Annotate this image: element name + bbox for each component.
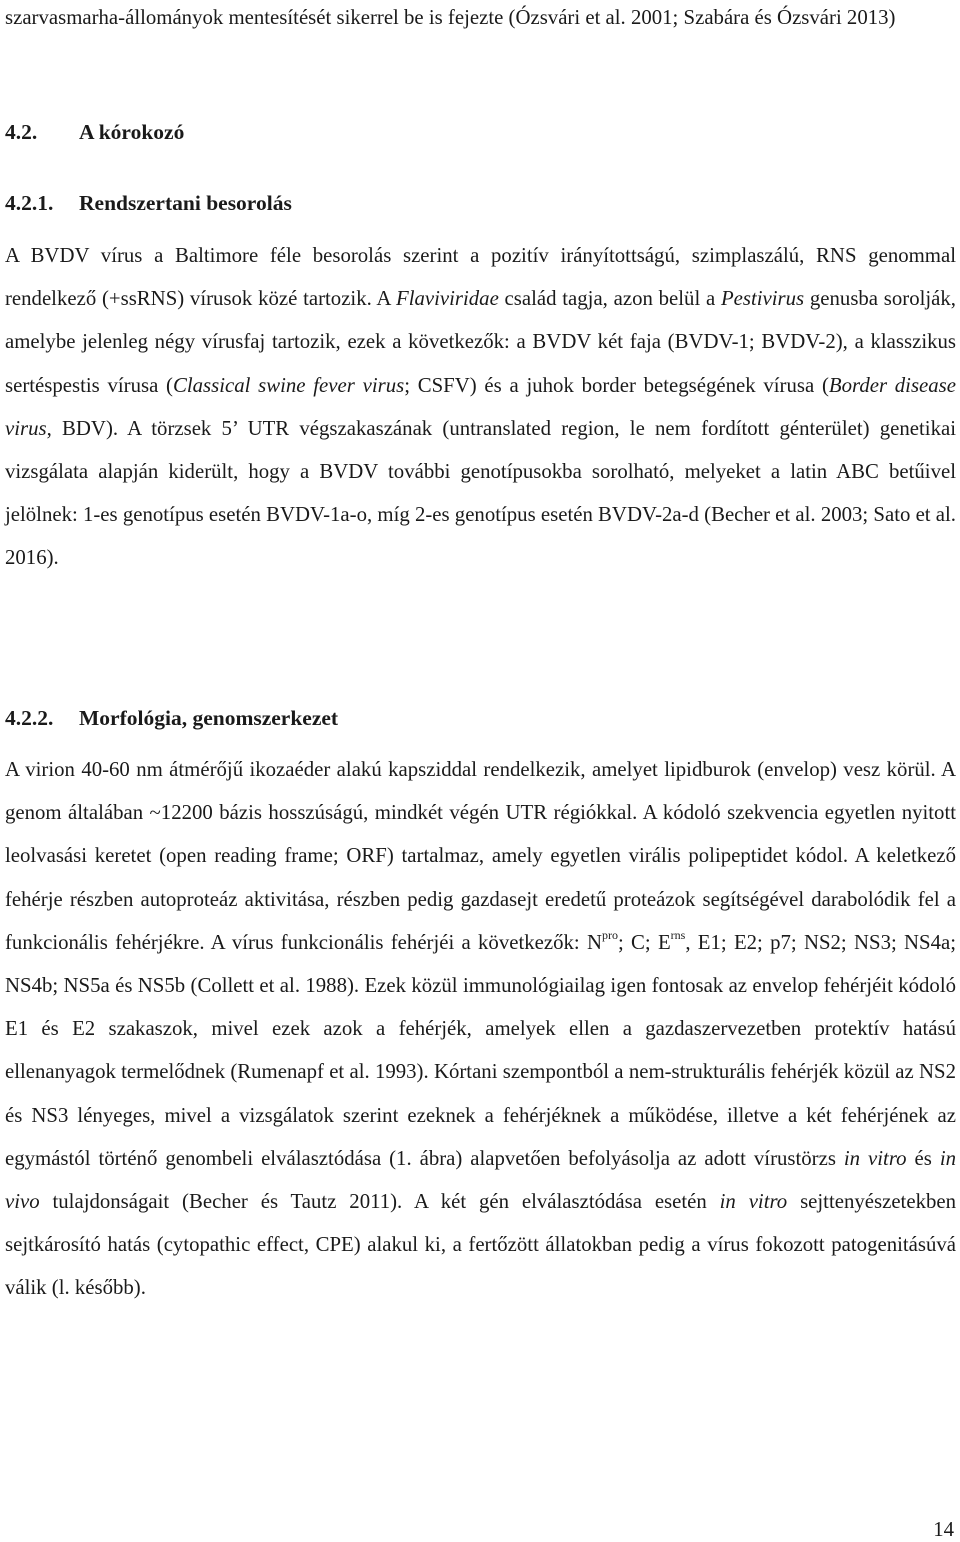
paragraph-taxonomy [5, 234, 956, 580]
italic-term: in vivo [5, 1146, 956, 1214]
intro-text: szarvasmarha-állományok mentesítését sikerrel be is fejezte (Ózsvári et al. 2001; Szabára és Ózsvári 2013) [5, 6, 896, 29]
paragraph-morphology [5, 748, 956, 1310]
text-run: , BDV). A törzsek 5’ UTR végszakaszának (untranslated region, le nem fordított génterület) genetikai vizsgálata alapján kiderült, hogy a BVDV további genotípusokba sorolható, melyeket a latin ABC betűivel jelölnek: 1-es genotípus esetén BVDV-1a-o, míg 2-es genotípus esetén BVDV-2a-d (Becher et al. 2003; Sato et al. 2016). [5, 416, 956, 570]
italic-term: in vitro [719, 1190, 788, 1214]
subsection-title-2: Morfológia, genomszerkezet [79, 706, 339, 730]
section-heading [5, 117, 184, 147]
text-run: A virion 40-60 nm átmérőjű ikozaéder alakú kapsziddal rendelkezik, amelyet lipidburok (envelop) vesz körül. A genom általában ~12200 bázis hosszúságú, mindkét végén UTR régiókkal. A kódoló szekvencia egyetlen nyitott leolvasási keretet (open reading frame; ORF) tartalmaz, amely egyetlen virális polipeptidet kódol. A keletkező fehérje részben autoproteáz aktivitása, részben pedig gazdasejt eredetű proteázok segítségével darabolódik fel a funkcionális fehérjékre. A vírus funkcionális fehérjéi a következők: N [5, 758, 956, 954]
section-number: 4.2. [5, 120, 38, 144]
text-run: sejttenyészetekben sejtkárosító hatás (cytopathic effect, CPE) alakul ki, a fertőzött állatokban pedig a vírus fokozott patogenitásúvá válik (l. később). [5, 1190, 956, 1300]
subsection-heading-1 [5, 188, 292, 218]
italic-term: Pestivirus [720, 287, 805, 311]
italic-term: Border disease virus [5, 373, 957, 440]
text-run: ; CSFV) és a juhok border betegségének vírusa ( [404, 373, 829, 397]
superscript: rns [670, 927, 686, 942]
italic-term: Classical swine fever virus [172, 373, 405, 397]
subsection-number-2: 4.2.2. [5, 706, 54, 730]
italic-term: in vitro [843, 1146, 907, 1170]
text-run: ; C; E [617, 930, 671, 954]
text-run: tulajdonságait (Becher és Tautz 2011). A két gén elválasztódása esetén [39, 1190, 720, 1214]
text-run: A BVDV vírus a Baltimore féle besorolás szerint a pozitív irányítottságú, szimplaszálú, RNS genommal rendelkező (+ssRNS) vírusok közé tartozik. A [5, 244, 956, 311]
text-run: , E1; E2; p7; NS2; NS3; NS4a; NS4b; NS5a és NS5b (Collett et al. 1988). Ezek közül immunológiailag igen fontosak az envelop fehérjéit kódoló E1 és E2 szakaszok, mivel ezek azok a fehérjék, amelyek ellen a gazdaszervezetben protektív hatású ellenanyagok termelődnek (Rumenapf et al. 1993). Kórtani szempontból a nem-strukturális fehérjék közül az NS2 és NS3 lényeges, mivel a vizsgálatok szerint ezeknek a fehérjéknek a működése, illetve a két fehérjének az egymástól történő genombeli elválasztódása (1. ábra) alapvetően befolyásolja az adott vírustörzs [5, 930, 957, 1170]
section-title: A kórokozó [79, 120, 185, 144]
subsection-number-1: 4.2.1. [5, 191, 54, 215]
page-number: 14 [933, 1518, 954, 1541]
superscript: pro [601, 927, 618, 942]
subsection-heading-2 [5, 703, 338, 733]
text-run: és [906, 1146, 940, 1170]
text-run: család tagja, azon belül a [498, 287, 721, 311]
subsection-title-1: Rendszertani besorolás [79, 191, 292, 215]
text-run: genusba sorolják, amelybe jelenleg négy vírusfaj tartozik, ezek a következők: a BVDV két faja (BVDV-1; BVDV-2), a klasszikus sertéspestis vírusa ( [5, 287, 956, 397]
intro-paragraph [5, 0, 956, 39]
italic-term: Flaviviridae [396, 287, 499, 311]
